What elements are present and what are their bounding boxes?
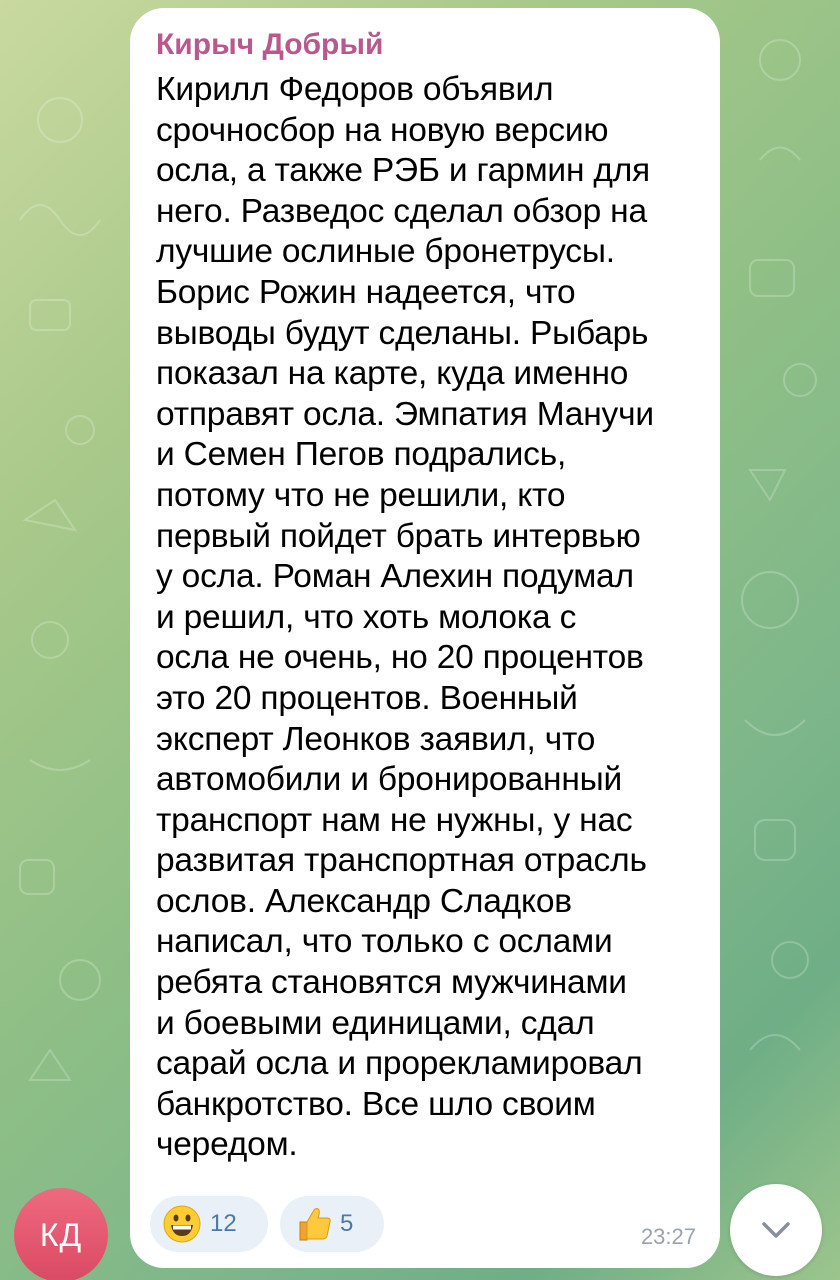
- reactions-bar: [150, 1196, 384, 1252]
- avatar[interactable]: КД: [14, 1188, 108, 1280]
- reaction-thumbs-up[interactable]: [280, 1196, 384, 1252]
- reaction-count: 5: [340, 1210, 354, 1237]
- message-text: Кирилл Федоров объявил срочносбор на новую версию осла, а также РЭБ и гармин для него. Разведос сделал обзор на лучшие ослиные бронетрусы. Борис Рожин надеется, что выводы будут сделаны. Рыбарь показал на карте, куда именно отправят осла. Эмпатия Манучи и Семен Пегов подрались, потому что не решили, кто первый пойдет брать интервью у осла. Роман Алехин подумал и решил, что хоть молока с осла не очень, но 20 процентов это 20 процентов. Военный эксперт Леонков заявил, что автомобили и бронированный транспорт нам не нужны, у нас развитая транспортная отрасль ослов. Александр Сладков написал, что только с ослами ребята становятся мужчинами и боевыми единицами, сдал сарай осла и прорекламировал банкротство. Все шло своим чередом.: [156, 71, 654, 1164]
- chevron-down-icon: [756, 1210, 796, 1250]
- reaction-grinning[interactable]: [150, 1196, 268, 1252]
- thumbs-up-icon: [292, 1204, 332, 1244]
- reaction-count: 12: [210, 1210, 237, 1237]
- message-bubble[interactable]: [130, 8, 720, 1268]
- message-time: 23:27: [640, 1224, 696, 1249]
- sender-name[interactable]: Кирыч Добрый: [156, 28, 384, 61]
- scroll-down-button[interactable]: [730, 1184, 822, 1276]
- grinning-face-icon: [162, 1204, 202, 1244]
